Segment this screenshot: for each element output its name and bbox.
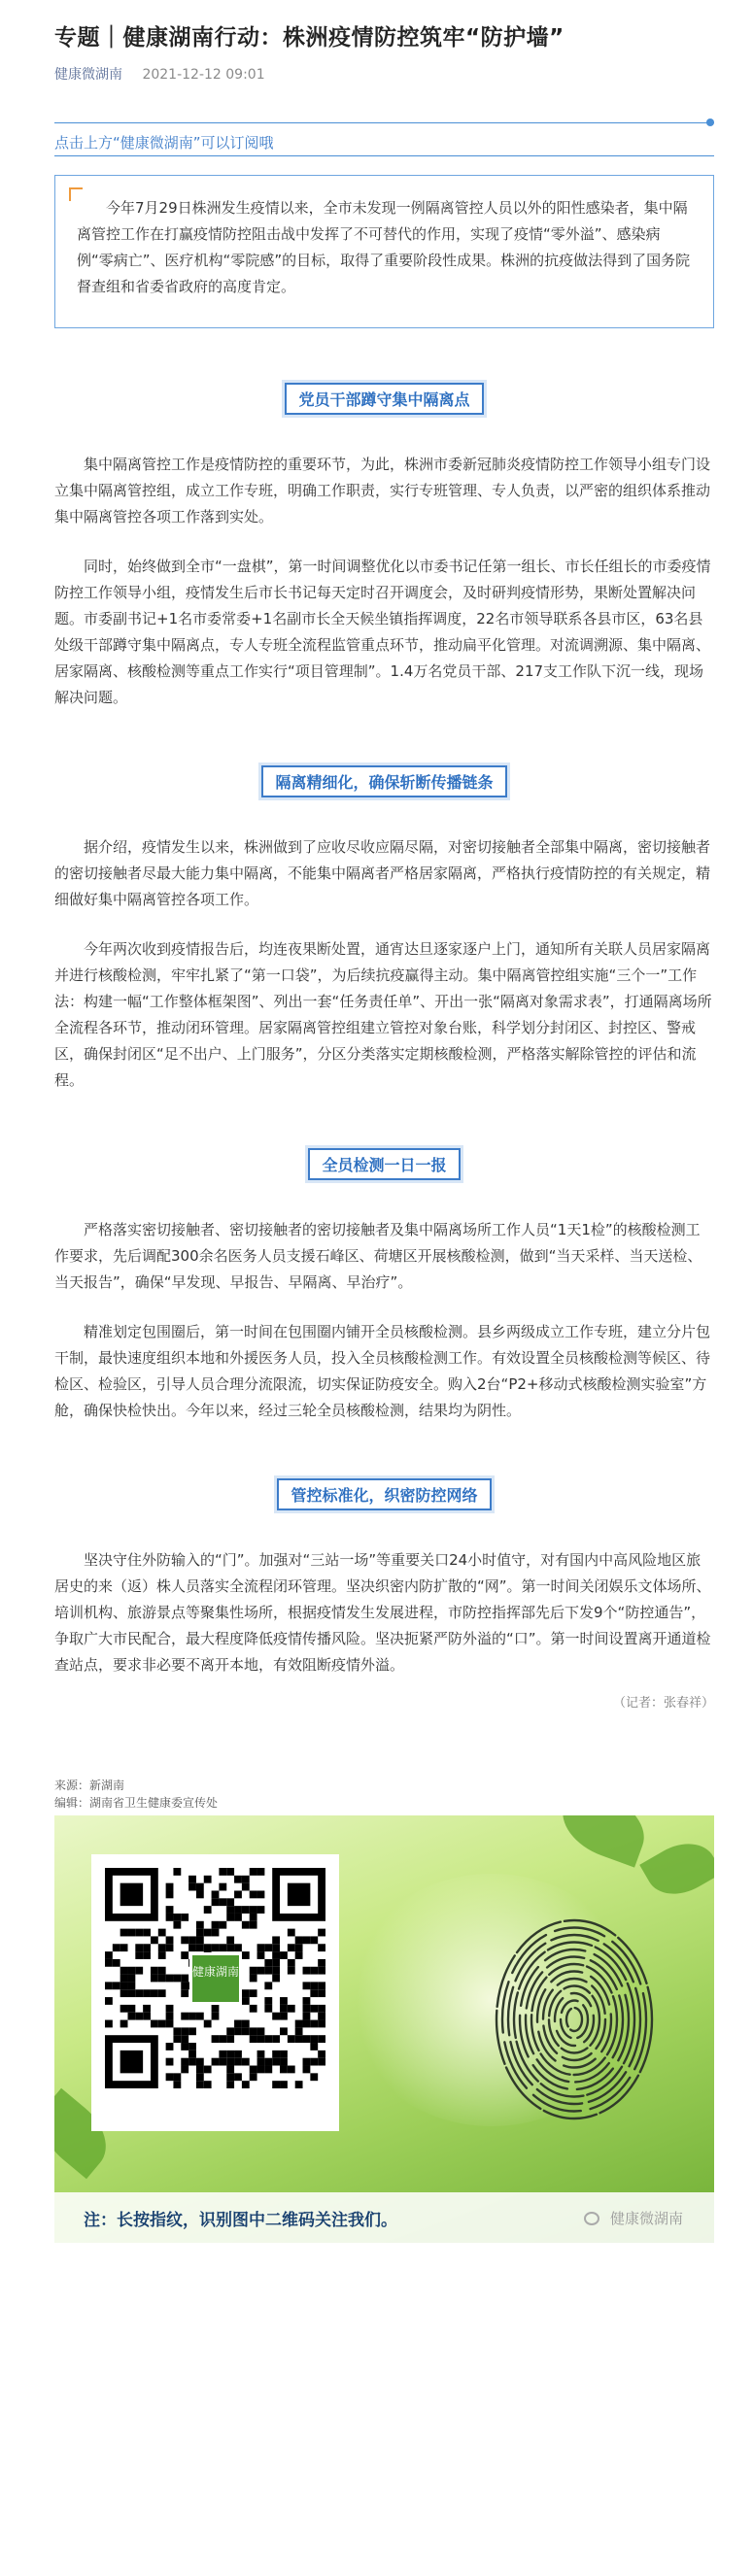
paragraph: 集中隔离管控工作是疫情防控的重要环节，为此，株洲市委新冠肺炎疫情防控工作领导小组专门设立集中隔离管控组，成立工作专班，明确工作职责，实行专班管理、专人负责，以严密的组织体系推动集中隔离管控各项工作落到实处。 xyxy=(54,456,711,525)
section-heading-label: 隔离精细化，确保斩断传播链条 xyxy=(261,765,506,797)
section-heading xyxy=(54,1148,714,1180)
subscribe-bar xyxy=(54,122,714,161)
editor-line: 编辑：湖南省卫生健康委宣传处 xyxy=(54,1796,219,1810)
publish-date: 2021-12-12 09:01 xyxy=(142,67,265,83)
divider-dot-icon xyxy=(706,119,714,126)
divider xyxy=(54,155,714,156)
paragraph: 同时，始终做到全市“一盘棋”，第一时间调整优化以市委书记任第一组长、市长任组长的市委疫情防控工作领导小组，疫情发生后市长书记每天定时召开调度会，及时研判疫情形势，果断处置解决问题。市委副书记+1名市委常委+1名副市长全天候坐镇指挥调度，22名市领导联系各县市区，63名县处级干部蹲守集中隔离点，专人专班全流程监管重点环节，推动扁平化管理。对流调溯源、集中隔离、居家隔离、核酸检测等重点工作实行“项目管理制”。1.4万名党员干部、217支工作队下沉一线，现场解决问题。 xyxy=(54,558,711,706)
intro-box xyxy=(54,175,714,328)
article-meta xyxy=(54,64,714,84)
section-heading xyxy=(54,383,714,415)
account-name-link[interactable]: 健康微湖南 xyxy=(54,67,122,83)
paragraph: 坚决守住外防输入的“门”。加强对“三站一场”等重要关口24小时值守，对有国内中高风险地区旅居史的来（返）株人员落实全流程闭环管理。坚决织密内防扩散的“网”。第一时间关闭娱乐文体场所、培训机构、旅游景点等聚集性场所，根据疫情发生发展进程，市防控指挥部先后下发9个“防控通告”，争取广大市民配合，最大程度降低疫情传播风险。坚决扼紧严防外溢的“口”。第一时间设置离开通道检查站点，要求非必要不离开本地，有效阻断疫情外溢。 xyxy=(54,1551,711,1674)
intro-text: 今年7月29日株洲发生疫情以来，全市未发现一例隔离管控人员以外的阳性感染者，集中隔离管控工作在打赢疫情防控阻击战中发挥了不可替代的作用，实现了疫情“零外溢”、感染病例“零病亡”、医疗机构“零院感”的目标，取得了重要阶段性成果。株洲的抗疫做法得到了国务院督查组和省委省政府的高度肯定。 xyxy=(77,199,691,295)
fingerprint-icon[interactable] xyxy=(492,1913,657,2126)
qr-banner xyxy=(54,1815,714,2243)
paragraph: 精准划定包围圈后，第一时间在包围圈内铺开全员核酸检测。县乡两级成立工作专班，建立分片包干制，最快速度组织本地和外援医务人员，投入全员核酸检测工作。有效设置全员核酸检测等候区、待检区、检验区，引导人员合理分流限流，切实保证防疫安全。购入2台“P2+移动式核酸检测实验室”方舱，确保快检快出。今年以来，经过三轮全员核酸检测，结果均为阴性。 xyxy=(54,1323,711,1419)
source-line: 来源：新湖南 xyxy=(54,1779,125,1792)
wechat-icon xyxy=(584,2212,599,2225)
divider xyxy=(54,122,714,123)
subscribe-prompt[interactable]: 点击上方“健康微湖南”可以订阅哦 xyxy=(54,134,274,152)
qr-code[interactable] xyxy=(91,1854,339,2131)
brand-name: 健康微湖南 xyxy=(609,2210,683,2227)
paragraph: 据介绍，疫情发生以来，株洲做到了应收尽收应隔尽隔，对密切接触者全部集中隔离，密切接触者的密切接触者尽最大能力集中隔离，不能集中隔离者严格居家隔离，严格执行疫情防控的有关规定，精细做好集中隔离管控各项工作。 xyxy=(54,838,711,908)
spacer xyxy=(54,2243,714,2282)
leaf-icon xyxy=(639,1831,714,1907)
qr-logo xyxy=(189,1952,242,2005)
leaf-icon xyxy=(552,1815,654,1868)
paragraph: 严格落实密切接触者、密切接触者的密切接触者及集中隔离场所工作人员“1天1检”的核酸检测工作要求，先后调配300余名医务人员支援石峰区、荷塘区开展核酸检测，做到“当天采样、当天送检、当天报告”，确保“早发现、早报告、早隔离、早治疗”。 xyxy=(54,1221,702,1291)
brand-watermark xyxy=(584,2208,683,2228)
credits xyxy=(54,1777,714,1812)
qr-logo-text: 健康湖南 xyxy=(192,1965,240,1979)
section-heading xyxy=(54,765,714,797)
scan-note: 注：长按指纹，识别图中二维码关注我们。 xyxy=(84,2211,397,2230)
section-heading xyxy=(54,1478,714,1510)
reporter-credit: （记者：张春祥） xyxy=(612,1696,714,1711)
section-heading-label: 全员检测一日一报 xyxy=(308,1148,460,1180)
corner-bracket-icon xyxy=(69,187,83,201)
banner-footer xyxy=(54,2192,714,2243)
section-heading-label: 党员干部蹲守集中隔离点 xyxy=(285,383,483,415)
paragraph: 今年两次收到疫情报告后，均连夜果断处置，通宵达旦逐家逐户上门，通知所有关联人员居家隔离并进行核酸检测，牢牢扎紧了“第一口袋”，为后续抗疫赢得主动。集中隔离管控组实施“三个一”工作法：构建一幅“工作整体框架图”、列出一套“任务责任单”、开出一张“隔离对象需求表”，打通隔离场所全流程各环节，推动闭环管理。居家隔离管控组建立管控对象台账，科学划分封闭区、封控区、警戒区，确保封闭区“足不出户、上门服务”，分区分类落实定期核酸检测，严格落实解除管控的评估和流程。 xyxy=(54,940,712,1089)
section-heading-label: 管控标准化，织密防控网络 xyxy=(277,1478,491,1510)
article-title: 专题｜健康湖南行动：株洲疫情防控筑牢“防护墙” xyxy=(54,25,565,51)
